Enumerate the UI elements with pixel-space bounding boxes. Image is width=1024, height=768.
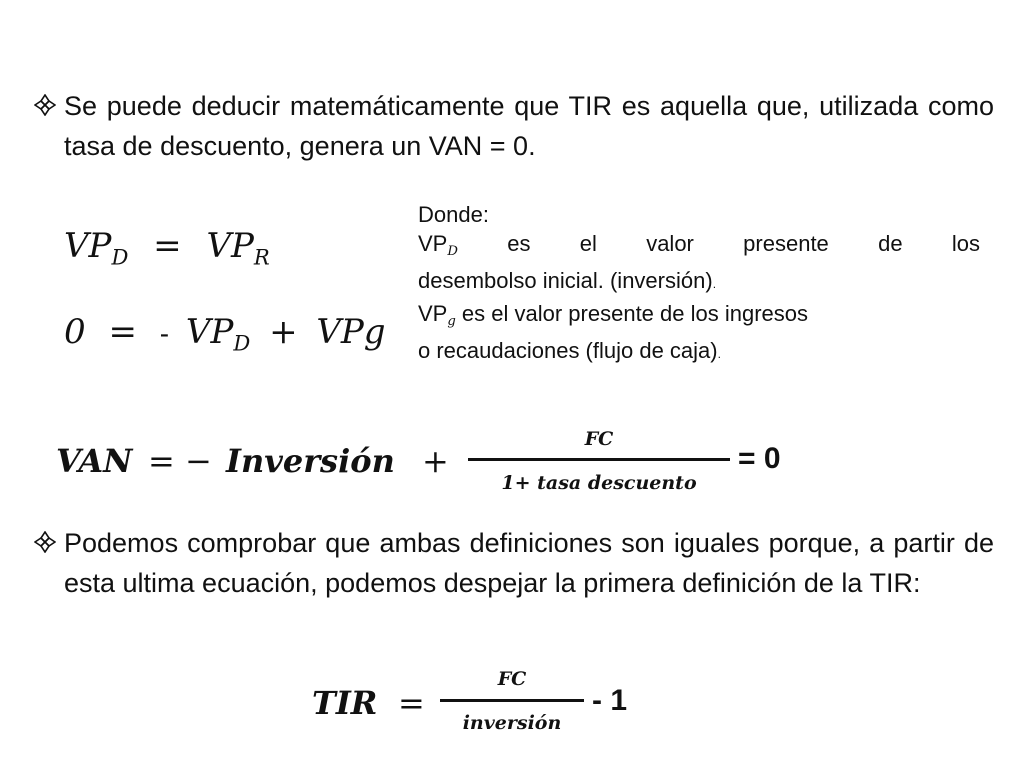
equation-zero-balance [64,312,386,355]
note-vpd-text2: desembolso inicial. (inversión) [418,267,713,293]
van-numerator: FC [584,428,614,450]
diamond-bullet-icon [34,94,56,116]
tir-denominator: inversión [462,712,562,734]
van-denominator: 1+ tasa descuento [501,472,697,494]
eq2-minus: - [159,318,170,349]
bullet-paragraph-2 [34,523,994,603]
tir-equals: = [398,684,425,722]
bullet-text-1: Se puede deducir matemáticamente que TIR es aquella que, utilizada como tasa de descuento, genera un VAN = 0. [64,91,994,161]
note-vpg-text1: es el valor presente de los ingresos [455,300,809,326]
equation-vpd-equals-vpr [64,226,270,269]
note-heading: Donde: [418,202,489,227]
eq2-op: = [108,312,137,352]
note-vpd-sub: D [447,243,458,259]
van-term-inversion: Inversión [226,442,395,480]
eq2-plus: + [269,312,298,352]
tir-lhs: TIR [312,684,378,722]
note-vpg-text2: o recaudaciones (flujo de caja) [418,337,718,363]
eq1-rhs: VP [206,226,254,266]
eq1-op: = [153,226,182,266]
van-plus: + [422,442,449,480]
bullet-paragraph-1 [34,86,994,166]
eq2-term1: VP [185,312,234,352]
van-fraction-bar [468,458,730,461]
bullet-text-2: Podemos comprobar que ambas definiciones son iguales porque, a partir de esta ultima ecuación, podemos despejar la primera definición de la TIR: [64,528,994,598]
note-vpd-text1: es el valor presente de los [457,231,980,256]
eq2-term2: VPg [316,312,386,352]
eq2-lhs: 0 [64,312,86,352]
note-vpd-line1 [418,229,980,266]
note-vpg-prefix: VP [418,300,448,326]
note-vpg-sub: g [447,313,456,329]
note-vpd-dot: . [712,276,717,291]
note-vpg-line1 [418,299,980,336]
note-vpg-dot: . [717,346,721,361]
tir-numerator: FC [497,668,527,690]
tir-fraction-bar [440,699,584,702]
van-tail: = 0 [738,442,781,475]
definitions-note [418,200,980,369]
note-vpd-prefix: VP [418,231,448,256]
van-lhs: VAN [56,442,133,480]
note-vpd-line2 [418,266,980,299]
diamond-bullet-icon [34,531,56,553]
note-vpg-line2 [418,336,980,369]
eq1-lhs-sub: D [111,244,129,270]
tir-tail: - 1 [592,684,628,717]
eq1-rhs-sub: R [253,244,270,270]
eq2-term1-sub: D [233,330,251,356]
van-equals-minus: = − [148,442,212,480]
eq1-lhs: VP [64,226,112,266]
